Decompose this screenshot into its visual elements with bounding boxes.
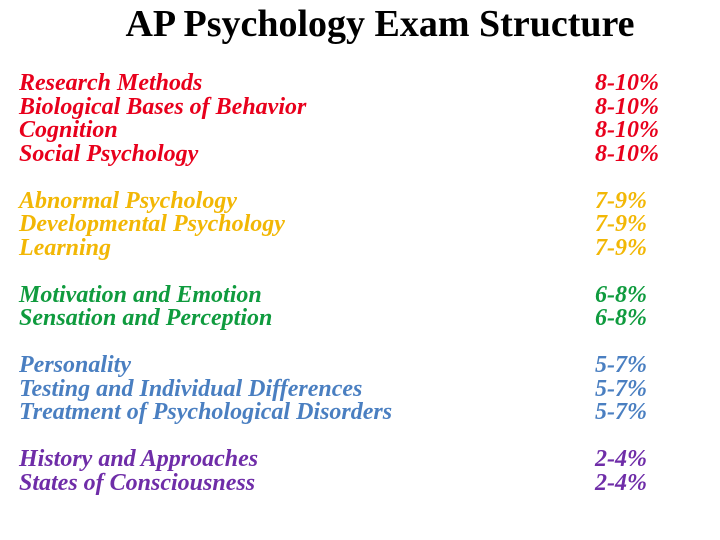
topic-name: Research Methods bbox=[19, 70, 203, 96]
topic-name: Biological Bases of Behavior bbox=[19, 93, 307, 120]
topic-row bbox=[19, 234, 699, 261]
topic-row bbox=[19, 213, 699, 237]
exam-topic-list bbox=[19, 72, 699, 519]
topic-name: Treatment of Psychological Disorders bbox=[19, 399, 393, 425]
topic-percent: 6-8% bbox=[595, 281, 647, 308]
page-title: AP Psychology Exam Structure bbox=[125, 3, 635, 45]
topic-name: Cognition bbox=[19, 117, 118, 143]
topic-group-7-9 bbox=[19, 187, 699, 261]
topic-group-2-4 bbox=[19, 448, 699, 495]
topic-row bbox=[19, 187, 699, 214]
topic-percent: 8-10% bbox=[595, 140, 659, 167]
topic-percent: 7-9% bbox=[595, 211, 647, 237]
topic-percent: 2-4% bbox=[595, 469, 647, 496]
topic-group-8-10 bbox=[19, 72, 699, 166]
topic-name: History and Approaches bbox=[19, 446, 259, 472]
topic-name: Learning bbox=[19, 234, 112, 261]
topic-name: Testing and Individual Differences bbox=[19, 375, 363, 402]
topic-row bbox=[19, 448, 699, 472]
topic-row bbox=[19, 469, 699, 496]
topic-percent: 7-9% bbox=[595, 187, 647, 214]
topic-percent: 8-10% bbox=[595, 117, 659, 143]
topic-row bbox=[19, 401, 699, 425]
topic-name: Abnormal Psychology bbox=[19, 187, 238, 214]
topic-percent: 8-10% bbox=[595, 93, 659, 120]
topic-name: Personality bbox=[19, 352, 131, 378]
topic-group-6-8 bbox=[19, 281, 699, 331]
topic-percent: 5-7% bbox=[595, 399, 647, 425]
topic-group-5-7 bbox=[19, 354, 699, 425]
topic-percent: 8-10% bbox=[595, 70, 659, 96]
topic-percent: 2-4% bbox=[595, 446, 647, 472]
topic-name: Social Psychology bbox=[19, 140, 199, 167]
topic-name: Motivation and Emotion bbox=[19, 281, 262, 308]
topic-row bbox=[19, 72, 699, 96]
topic-name: Developmental Psychology bbox=[19, 211, 285, 237]
topic-row bbox=[19, 281, 699, 308]
topic-percent: 5-7% bbox=[595, 375, 647, 402]
topic-row bbox=[19, 354, 699, 378]
topic-row bbox=[19, 307, 699, 331]
topic-name: States of Consciousness bbox=[19, 469, 256, 496]
topic-percent: 5-7% bbox=[595, 352, 647, 378]
topic-row bbox=[19, 93, 699, 120]
topic-name: Sensation and Perception bbox=[19, 305, 273, 331]
topic-row bbox=[19, 140, 699, 167]
topic-row bbox=[19, 375, 699, 402]
topic-row bbox=[19, 119, 699, 143]
topic-percent: 6-8% bbox=[595, 305, 647, 331]
topic-percent: 7-9% bbox=[595, 234, 647, 261]
